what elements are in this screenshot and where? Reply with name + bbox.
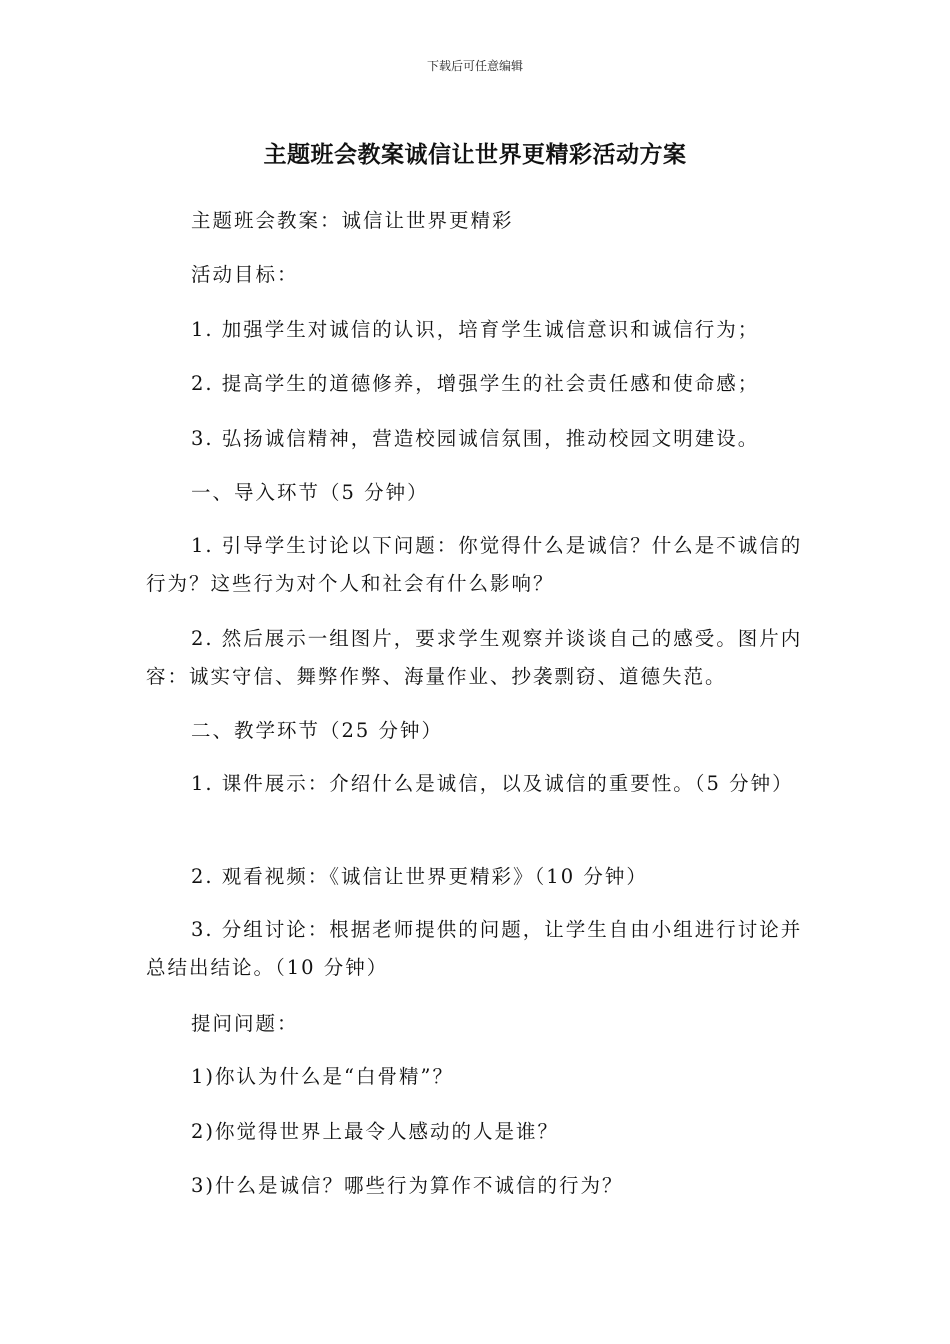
paragraph-teaching-1: 1. 课件展示：介绍什么是诚信，以及诚信的重要性。（5 分钟） xyxy=(191,772,794,795)
document-title: 主题班会教案诚信让世界更精彩活动方案 xyxy=(263,142,687,168)
paragraph-section-teaching: 二、教学环节（25 分钟） xyxy=(191,719,444,742)
header-note: 下载后可任意编辑 xyxy=(426,59,523,73)
paragraph-question-2: 2)你觉得世界上最令人感动的人是谁？ xyxy=(191,1120,560,1143)
paragraph-teaching-3: 3. 分组讨论：根据老师提供的问题，让学生自由小组进行讨论并总结出结论。（10 分钟） xyxy=(146,918,803,979)
paragraph-goal-2: 2. 提高学生的道德修养，增强学生的社会责任感和使命感； xyxy=(191,372,760,395)
paragraph-goal-3: 3. 弘扬诚信精神，营造校园诚信氛围，推动校园文明建设。 xyxy=(191,427,760,450)
paragraph-question-1: 1)你认为什么是“白骨精”？ xyxy=(191,1065,454,1088)
paragraph-teaching-2: 2. 观看视频：《诚信让世界更精彩》（10 分钟） xyxy=(191,865,648,888)
paragraph-intro-1: 1. 引导学生讨论以下问题：你觉得什么是诚信？什么是不诚信的行为？这些行为对个人和社会有什么影响？ xyxy=(146,534,803,595)
paragraph-goal-1: 1. 加强学生对诚信的认识，培育学生诚信意识和诚信行为； xyxy=(191,318,760,341)
paragraph-goals-heading: 活动目标： xyxy=(191,263,299,286)
paragraph-subject: 主题班会教案：诚信让世界更精彩 xyxy=(191,209,514,232)
paragraph-section-intro: 一、导入环节（5 分钟） xyxy=(191,481,429,504)
paragraph-questions-heading: 提问问题： xyxy=(191,1012,299,1035)
paragraph-question-3: 3)什么是诚信？哪些行为算作不诚信的行为？ xyxy=(191,1174,624,1197)
paragraph-intro-2: 2. 然后展示一组图片，要求学生观察并谈谈自己的感受。图片内容：诚实守信、舞弊作弊、海量作业、抄袭剽窃、道德失范。 xyxy=(146,627,803,688)
